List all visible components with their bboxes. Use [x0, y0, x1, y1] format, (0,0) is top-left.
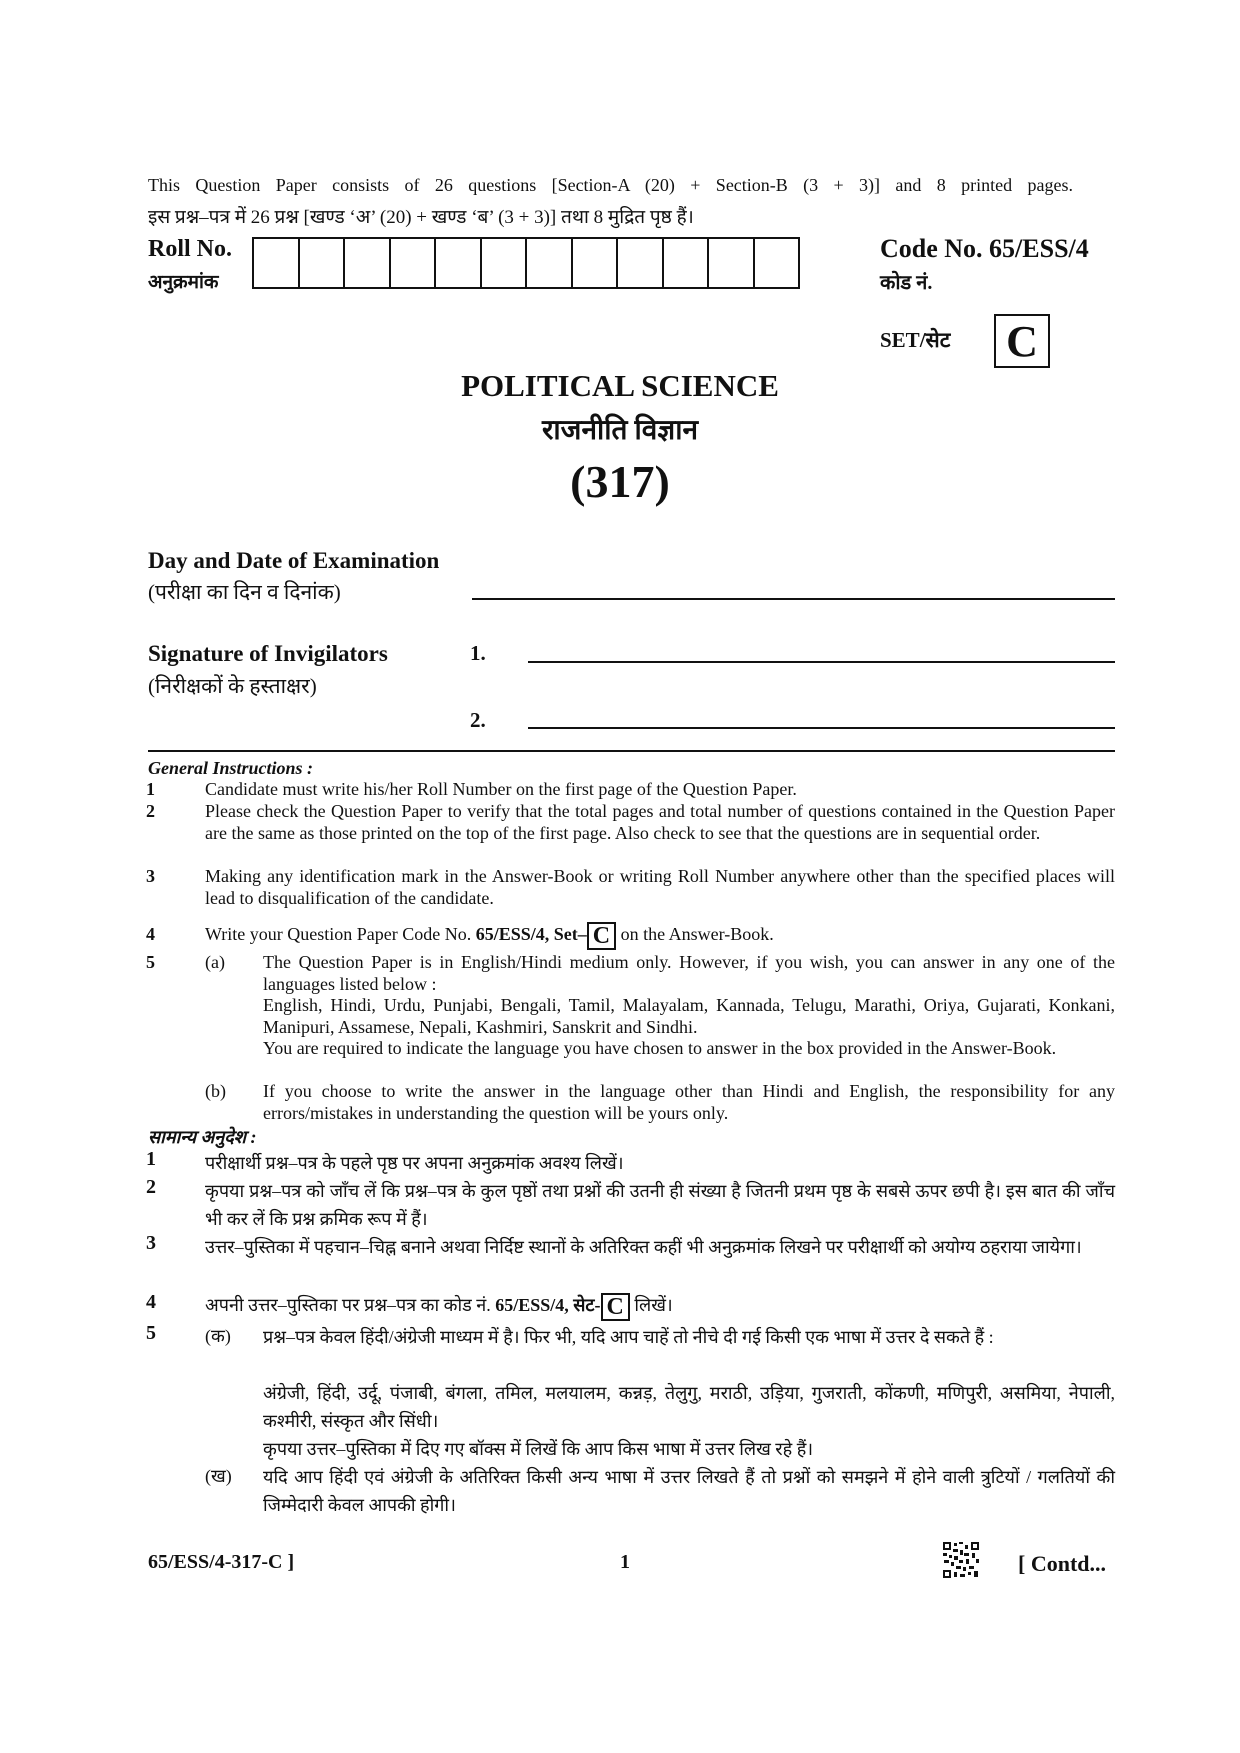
roll-cell[interactable]	[300, 239, 346, 287]
instr-num: 3	[146, 866, 155, 886]
instr-num: 2	[146, 1176, 156, 1198]
sig-label-hi: (निरीक्षकों के हस्ताक्षर)	[148, 674, 317, 698]
instr-num: 3	[146, 1232, 156, 1254]
sub-text: अंग्रेजी, हिंदी, उर्दू, पंजाबी, बंगला, तमिल, मलयालम, कन्नड़, तेलुगु, मराठी, उड़िया, गुजराती, कोंकणी, मणिपुरी, असमिया, नेपाली, कश्मीरी, संस्कृत और सिंधी।	[263, 1383, 1115, 1431]
instructions-heading-en: General Instructions :	[148, 758, 314, 778]
instr-text: उत्तर–पुस्तिका में पहचान–चिह्न बनाने अथवा निर्दिष्ट स्थानों के अतिरिक्त कहीं भी अनुक्रमांक लिखने पर परीक्षार्थी को अयोग्य ठहराया जायेगा।	[205, 1237, 1082, 1257]
sig-2-label: 2.	[470, 708, 486, 732]
roll-cell[interactable]	[618, 239, 664, 287]
sig-1-label: 1.	[470, 641, 486, 665]
instr-text: Write your Question Paper Code No. 65/ESS/4, Set– C on the Answer-Book.	[205, 922, 774, 949]
instr-text: कृपया प्रश्न–पत्र को जाँच लें कि प्रश्न–पत्र के कुल पृष्ठों तथा प्रश्नों की उतनी ही संख्या है जितनी प्रथम पृष्ठ के सबसे ऊपर छपी है। इस बात की जाँच भी कर लें कि प्रश्न क्रमिक रूप में हैं।	[205, 1181, 1115, 1229]
sub-text: यदि आप हिंदी एवं अंग्रेजी के अतिरिक्त किसी अन्य भाषा में उत्तर लिखते हैं तो प्रश्नों को समझने में होने वाली त्रुटियों / गलतियों की जिम्मेदारी केवल आपकी होगी।	[263, 1467, 1115, 1515]
instr-num: 4	[146, 924, 155, 944]
roll-label-hi: अनुक्रमांक	[148, 272, 219, 293]
roll-label-en: Roll No.	[148, 236, 232, 262]
subject-code: (317)	[570, 456, 670, 507]
subject-title-en: POLITICAL SCIENCE	[461, 368, 779, 403]
contd-label: [ Contd...	[1018, 1551, 1107, 1576]
sig-label-en: Signature of Invigilators	[148, 641, 388, 666]
instr-text: Making any identification mark in the Answer-Book or writing Roll Number anywhere other than the specified places will lead to disqualification of the candidate.	[205, 866, 1115, 908]
set-label: SET/सेट	[880, 328, 951, 352]
roll-cell[interactable]	[482, 239, 528, 287]
qr-code-icon	[942, 1541, 980, 1584]
roll-cell[interactable]	[527, 239, 573, 287]
date-label-en: Day and Date of Examination	[148, 548, 440, 573]
set-box: C	[994, 314, 1050, 368]
sub-text: English, Hindi, Urdu, Punjabi, Bengali, Tamil, Malayalam, Kannada, Telugu, Marathi, Oriya, Gujarati, Konkani, Manipuri, Assamese, Nepali, Kashmiri, Sanskrit and Sindhi.	[263, 995, 1115, 1037]
code-label-hi: कोड नं.	[880, 272, 933, 294]
sub-label: (ख)	[205, 1466, 232, 1486]
roll-cell[interactable]	[391, 239, 437, 287]
sig-2-line[interactable]	[528, 727, 1115, 729]
date-fill-line[interactable]	[472, 598, 1115, 600]
sig-1-line[interactable]	[528, 661, 1115, 663]
roll-cell[interactable]	[755, 239, 799, 287]
roll-number-boxes[interactable]	[252, 237, 800, 289]
roll-cell[interactable]	[345, 239, 391, 287]
roll-cell[interactable]	[664, 239, 710, 287]
sub-text: प्रश्न–पत्र केवल हिंदी/अंग्रेजी माध्यम में है। फिर भी, यदि आप चाहें तो नीचे दी गई किसी एक भाषा में उत्तर दे सकते हैं :	[263, 1327, 994, 1347]
instr-text: Please check the Question Paper to verify that the total pages and total number of questions contained in the Question Paper are the same as those printed on the top of the first page. Also check to see that the questions are in sequential order.	[205, 801, 1115, 843]
consists-en: This Question Paper consists of 26 questions [Section-A (20) + Section-B (3 + 3)] and 8 printed pages.	[148, 175, 1073, 195]
roll-cell[interactable]	[436, 239, 482, 287]
instr-text: परीक्षार्थी प्रश्न–पत्र के पहले पृष्ठ पर अपना अनुक्रमांक अवश्य लिखें।	[205, 1153, 624, 1173]
instr-num: 1	[146, 779, 155, 799]
code-label-en: Code No. 65/ESS/4	[880, 234, 1089, 263]
instr-num: 5	[146, 952, 155, 972]
roll-cell[interactable]	[254, 239, 300, 287]
roll-cell[interactable]	[709, 239, 755, 287]
instr-num: 2	[146, 801, 155, 821]
sub-label: (b)	[205, 1081, 226, 1101]
sub-label: (a)	[205, 952, 225, 972]
consists-hi: इस प्रश्न–पत्र में 26 प्रश्न [खण्ड ‘अ’ (20) + खण्ड ‘ब’ (3 + 3)] तथा 8 मुद्रित पृष्ठ हैं।	[148, 207, 694, 228]
roll-cell[interactable]	[573, 239, 619, 287]
instr-text: अपनी उत्तर–पुस्तिका पर प्रश्न–पत्र का कोड नं. 65/ESS/4, सेट- C लिखें।	[205, 1293, 673, 1320]
date-label-hi: (परीक्षा का दिन व दिनांक)	[148, 580, 341, 604]
instructions-heading-hi: सामान्य अनुदेश :	[148, 1127, 257, 1147]
subject-title-hi: राजनीति विज्ञान	[541, 415, 699, 446]
page-number: 1	[620, 1551, 630, 1573]
sub-text: The Question Paper is in English/Hindi medium only. However, if you wish, you can answer in any one of the languages listed below :	[263, 952, 1115, 994]
set-inline-box: C	[601, 1293, 630, 1321]
sub-text: If you choose to write the answer in the language other than Hindi and English, the responsibility for any errors/mistakes in understanding the question will be yours only.	[263, 1081, 1115, 1123]
sub-text: कृपया उत्तर–पुस्तिका में दिए गए बॉक्स में लिखें कि आप किस भाषा में उत्तर लिख रहे हैं।	[263, 1439, 814, 1459]
instr-num: 4	[146, 1291, 156, 1313]
sub-text: You are required to indicate the language you have chosen to answer in the box provided in the Answer-Book.	[263, 1038, 1057, 1058]
sub-label: (क)	[205, 1326, 231, 1346]
instr-text: Candidate must write his/her Roll Number on the first page of the Question Paper.	[205, 779, 797, 799]
instr-num: 5	[146, 1322, 156, 1344]
set-inline-box: C	[587, 922, 616, 950]
footer-code: 65/ESS/4-317-C ]	[148, 1551, 295, 1573]
divider	[148, 750, 1115, 752]
instr-num: 1	[146, 1148, 156, 1170]
